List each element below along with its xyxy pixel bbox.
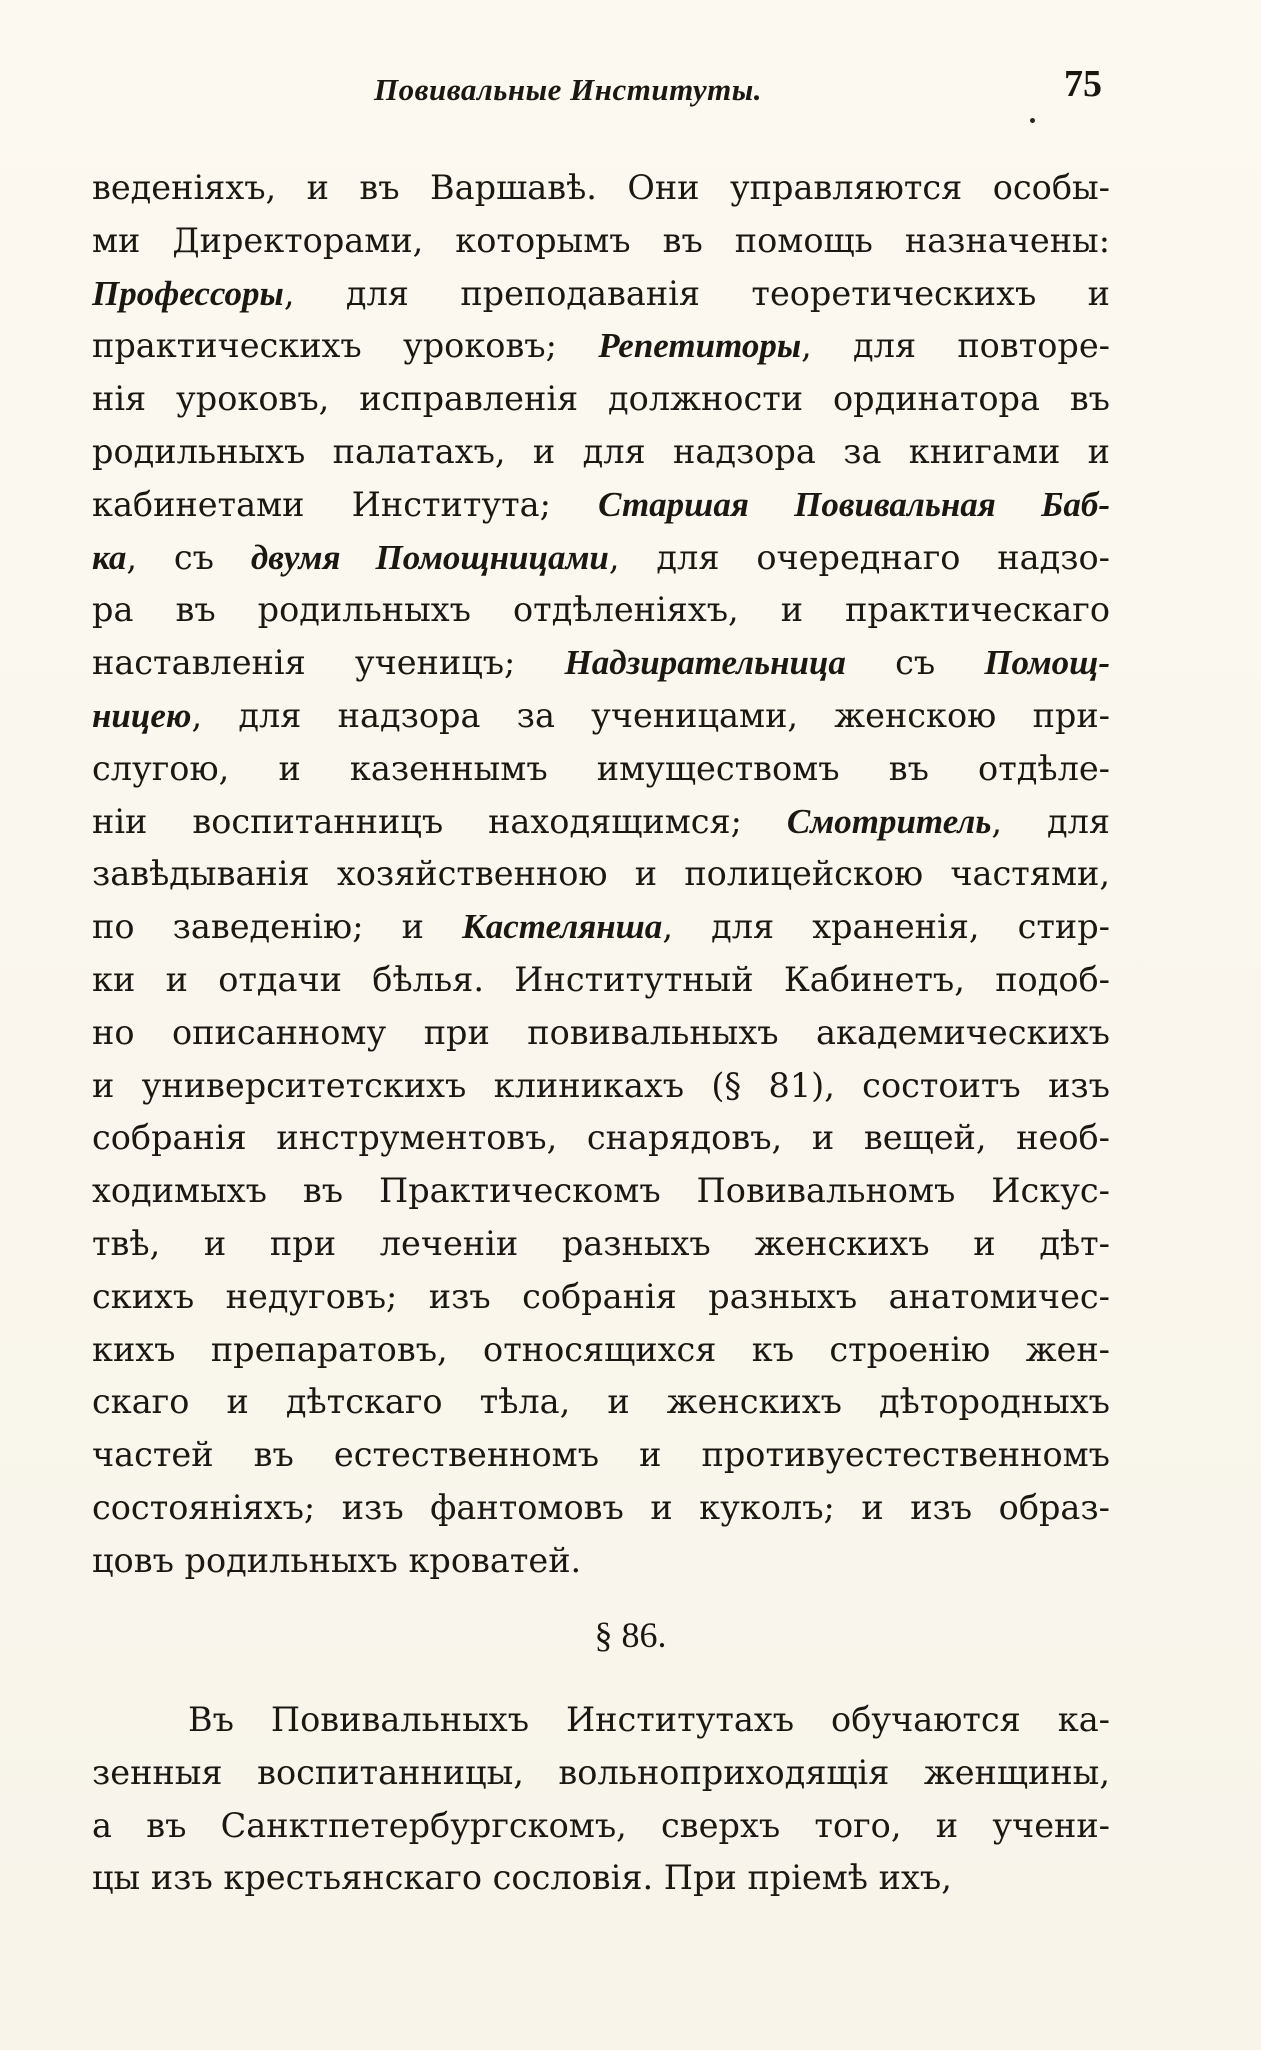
text-line: [92, 373, 1110, 426]
text-line: [92, 796, 1110, 849]
text-line: [92, 479, 1110, 532]
text-run: кихъ препаратовъ, относящихся къ строенiю жен-: [92, 1329, 1110, 1369]
italic-term: двумя Помощницами: [250, 537, 609, 577]
text-line: [92, 1800, 1110, 1853]
text-run: наставленiя ученицъ;: [92, 643, 565, 683]
text-line: [92, 532, 1110, 585]
text-run: кабинетами Института;: [92, 484, 599, 524]
text-run: но описанному при повивальныхъ академическихъ: [92, 1012, 1110, 1052]
text-line: [92, 637, 1110, 690]
text-line: [92, 1218, 1110, 1271]
text-run: собранiя инструментовъ, снарядовъ, и вещей, необ-: [92, 1118, 1110, 1158]
text-line: [92, 1429, 1110, 1482]
text-line: [92, 268, 1110, 321]
paragraph-institute-staff: [92, 162, 1110, 1588]
text-run: веденiяхъ, и въ Варшавѣ. Они управляются особы-: [92, 168, 1110, 207]
italic-term: Смотритель: [786, 801, 992, 841]
text-run: завѣдыванiя хозяйственною и полицейскою частями,: [92, 854, 1110, 894]
text-line: [92, 743, 1110, 796]
text-line: [92, 954, 1110, 1007]
text-run: скаго и дѣтскаго тѣла, и женскихъ дѣтородныхъ: [92, 1382, 1110, 1422]
text-line: [92, 584, 1110, 637]
text-run: , для повторе-: [801, 326, 1110, 366]
italic-term: Помощ-: [984, 643, 1110, 683]
text-line: [92, 1482, 1110, 1535]
text-run: скихъ недуговъ; изъ собранiя разныхъ анатомичес-: [92, 1276, 1110, 1316]
text-line: [92, 1694, 1110, 1747]
text-line: [92, 1165, 1110, 1218]
running-head-title: Повивальные Институты.: [374, 72, 763, 107]
text-run: , для преподаванiя теоретическихъ и: [283, 273, 1110, 313]
text-line: [92, 320, 1110, 373]
text-line: [92, 1535, 1110, 1588]
text-run: состоянiяхъ; изъ фантомовъ и куколъ; и изъ образ-: [92, 1487, 1110, 1527]
text-run: практическихъ уроковъ;: [92, 326, 599, 366]
text-line: [92, 1007, 1110, 1060]
text-line: [92, 1112, 1110, 1165]
italic-term: Кастелянша: [462, 907, 663, 947]
text-run: нiи воспитанницъ находящимся;: [92, 801, 787, 841]
text-run: Въ Повивальныхъ Институтахъ обучаются ка-: [188, 1700, 1110, 1739]
italic-term: Репетиторы: [598, 326, 802, 366]
text-run: ходимыхъ въ Практическомъ Повивальномъ Искус-: [92, 1171, 1110, 1211]
italic-term: ницею: [92, 695, 192, 735]
text-run: твѣ, и при леченiи разныхъ женскихъ и дѣт-: [92, 1223, 1110, 1263]
text-run: ки и отдачи бѣлья. Институтный Кабинетъ, подоб-: [92, 959, 1110, 999]
page-number: 75: [1064, 63, 1102, 105]
text-run: цы изъ крестьянскаго сословiя. При прiемѣ ихъ,: [92, 1858, 952, 1898]
text-run: ми Директорами, которымъ въ помощь назначены:: [92, 220, 1110, 260]
text-line: [92, 426, 1110, 479]
text-run: , для храненiя, стир-: [662, 907, 1110, 947]
text-line: [92, 848, 1110, 901]
italic-term: Старшая Повивальная Баб-: [598, 484, 1111, 524]
text-line: [92, 1852, 1110, 1905]
text-run: съ: [845, 643, 985, 683]
text-line: [92, 162, 1110, 215]
text-run: частей въ естественномъ и противуестественномъ: [92, 1435, 1110, 1475]
italic-term: ка: [92, 537, 127, 577]
text-run: , для очереднаго надзо-: [608, 537, 1110, 577]
text-line: [92, 1271, 1110, 1324]
text-line: [92, 1376, 1110, 1429]
text-run: , съ: [126, 537, 251, 577]
text-run: родильныхъ палатахъ, и для надзора за книгами и: [92, 431, 1110, 471]
text-run: по заведенiю; и: [92, 907, 463, 947]
italic-term: Надзирательница: [564, 643, 846, 683]
ink-dot: [1030, 118, 1035, 123]
text-line: [92, 1747, 1110, 1800]
text-run: нiя уроковъ, исправленiя должности ординатора въ: [92, 379, 1110, 419]
text-line: [92, 1324, 1110, 1377]
text-line: [92, 690, 1110, 743]
text-run: слугою, и казеннымъ имуществомъ въ отдѣле-: [92, 748, 1110, 788]
text-run: зенныя воспитанницы, вольноприходящiя женщины,: [92, 1752, 1110, 1792]
text-run: а въ Санктпетербургскомъ, сверхъ того, и учени-: [92, 1805, 1110, 1845]
section-heading: § 86.: [594, 1615, 667, 1655]
text-run: , для: [991, 801, 1110, 841]
paragraph-students: [92, 1694, 1110, 1905]
text-line: [92, 215, 1110, 268]
italic-term: Профессоры: [92, 273, 284, 313]
text-run: , для надзора за ученицами, женскою при-: [191, 695, 1110, 735]
text-line: [92, 901, 1110, 954]
text-line: [92, 1060, 1110, 1113]
text-run: и университетскихъ клиникахъ (§ 81), состоитъ изъ: [92, 1065, 1110, 1105]
text-run: ра въ родильныхъ отдѣленiяхъ, и практическаго: [92, 590, 1110, 630]
text-run: цовъ родильныхъ кроватей.: [92, 1540, 582, 1580]
